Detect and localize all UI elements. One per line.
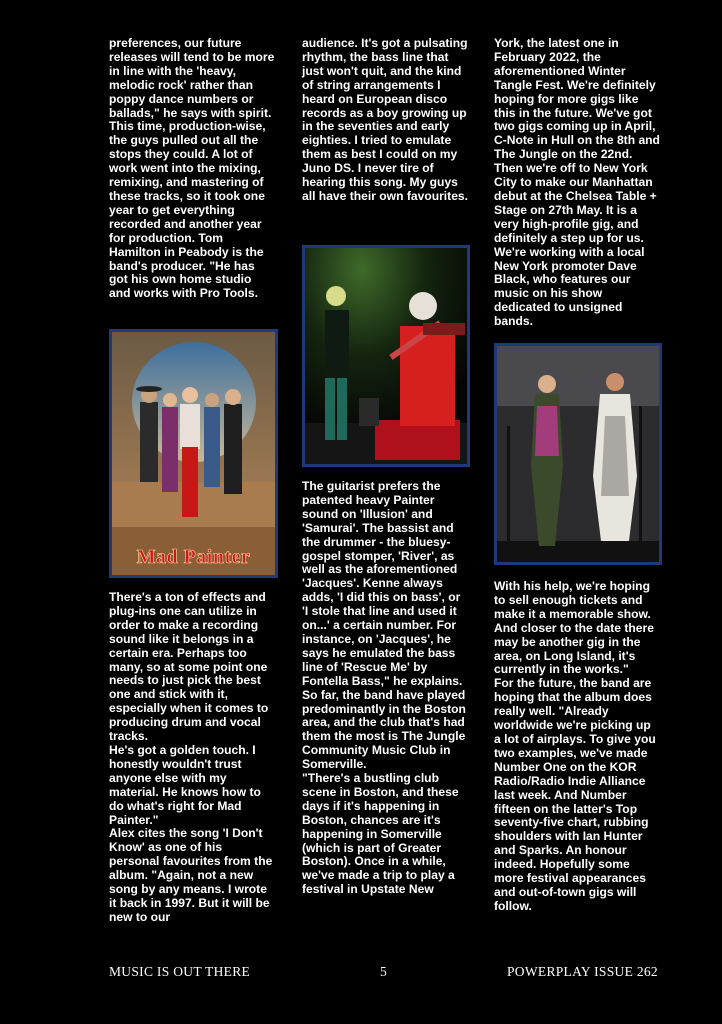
paragraph: He's got a golden touch. I honestly wouldn't trust anyone else with my material. He knows how to do what's right for Mad Painter." xyxy=(109,742,261,827)
band-poster-image xyxy=(112,332,275,575)
paragraph: This time, production-wise, the guys pulled out all the stops they could. A lot of work went into the mixing, remixing, and mastering of these tracks, so it took one year to get everything recorded and another year for production. Tom Hamilton in Peabody is the band's producer. "He has got his own home studio and works with Pro Tools. xyxy=(109,119,266,301)
singers-photo xyxy=(494,343,662,565)
poster-title: Mad Painter xyxy=(136,546,251,568)
singers-image xyxy=(497,346,659,562)
column-3-top xyxy=(494,37,660,329)
paragraph: audience. It's got a pulsating rhythm, the bass line that just won't quit, and the kind of string arrangements I heard on European disco records as a boy growing up in the seventies and early eighties. I tried to emulate them as best I could on my Juno DS. I never tire of hearing this song. My guys all have their own favourites. xyxy=(302,36,468,203)
paragraph: Alex cites the song 'I Don't Know' as one of his personal favourites from the album. "Again, not a new song by any means. I wrote it back in 1997. But it will be new to our xyxy=(109,826,273,924)
paragraph: York, the latest one in February 2022, the aforementioned Winter Tangle Fest. We're definitely hoping for more gigs like this in the future. We've got two gigs coming up in April, C-Note in Hull on the 8th and The Jungle on the 22nd. Then we're off to New York City to make our Manhattan debut at the Chelsea Table + Stage on 27th May. It is a very high-profile gig, and definitely a step up for us. We're working with a local New York promoter Dave Black, who features our music on his show dedicated to unsigned bands. xyxy=(494,36,660,329)
live-stage-image xyxy=(305,248,467,464)
column-3-bottom xyxy=(494,580,660,914)
column-2-bottom xyxy=(302,480,468,897)
paragraph: "There's a bustling club scene in Boston, and these days if it's happening in Boston, chances are it's happening in Somerville (which is part of Greater Boston). Once in a while, we've made a trip to play a festival in Upstate New xyxy=(302,771,459,897)
footer-issue: POWERPLAY ISSUE 262 xyxy=(507,964,658,979)
paragraph: So far, the band have played predominantly in the Boston area, and the club that's had them the most is The Jungle Community Music Club in Somerville. xyxy=(302,687,466,772)
footer-publication: MUSIC IS OUT THERE xyxy=(109,964,251,979)
paragraph: For the future, the band are hoping that the album does really well. "Already worldwide we're picking up a lot of airplays. To give you two examples, we've made Number One on the KOR Radio/Radio Indie Alliance last week. And Number fifteen on the latter's Top seventy-five chart, rubbing shoulders with Ian Hunter and Sparks. An honour indeed. Hopefully some more festival appearances and out-of-town gigs will follow. xyxy=(494,676,656,913)
column-1-top xyxy=(109,37,275,301)
paragraph: preferences, our future releases will tend to be more in line with the 'heavy, melodic rock' rather than poppy dance numbers or ballads," he says with spirit. xyxy=(109,36,275,120)
live-stage-photo xyxy=(302,245,470,467)
paragraph: The guitarist prefers the patented heavy Painter sound on 'Illusion' and 'Samurai'. The bassist and the drummer - the bluesy-gospel stomper, 'River', as well as the aforementioned 'Jacques'. Kenne always adds, 'I did this on bass', or 'I stole that line and used it on...' a certain number. For instance, on 'Jacques', he says he emulated the bass line of 'Rescue Me' by Fontella Bass," he explains. xyxy=(302,479,463,688)
band-poster-photo xyxy=(109,329,278,578)
column-1-bottom xyxy=(109,591,275,925)
paragraph: With his help, we're hoping to sell enough tickets and make it a memorable show. And closer to the date there may be another gig in the area, on Long Island, it's currently in the works." xyxy=(494,579,654,677)
column-2-top xyxy=(302,37,468,204)
paragraph: There's a ton of effects and plug-ins one can utilize in order to make a recording sound like it belongs in a certain era. Perhaps too many, so at some point one needs to just pick the best one and stick with it, especially when it comes to producing drum and vocal tracks. xyxy=(109,590,269,744)
page-number: 5 xyxy=(380,964,388,979)
